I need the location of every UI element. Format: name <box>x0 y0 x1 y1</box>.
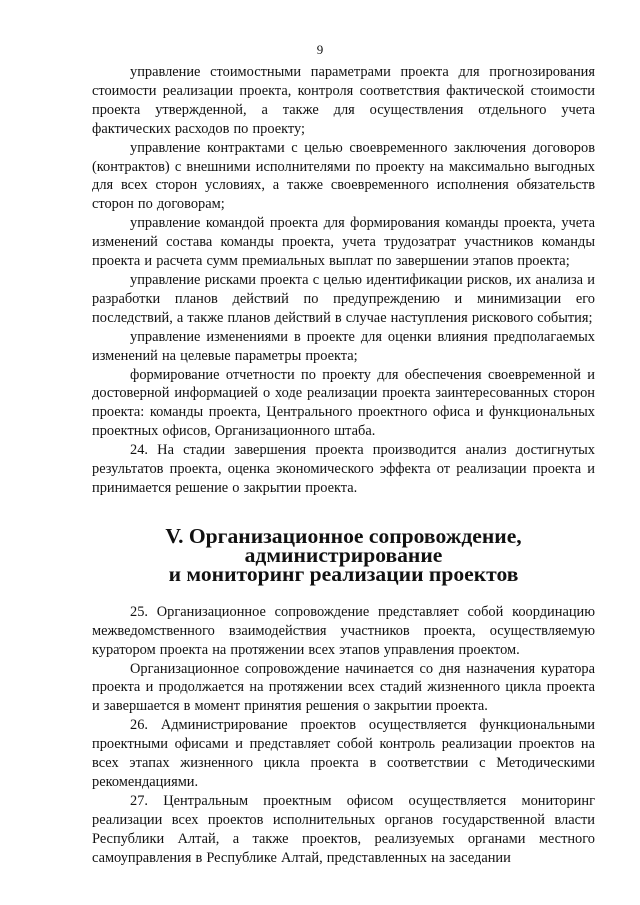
paragraph-27: 27. Центральным проектным офисом осуществляется мониторинг реализации всех проектов исполнительных органов государственной власти Республики Алтай, а также проектов, реализуемых органами местного самоуправления в Республике Алтай, представленных на заседании <box>92 792 595 866</box>
paragraph-risk-management: управление рисками проекта с целью идентификации рисков, их анализа и разработки планов действий по предупреждению и минимизации его последствий, а также планов действий в случае наступления рискового события; <box>92 271 595 326</box>
page-content <box>92 63 595 868</box>
paragraph-25: 25. Организационное сопровождение представляет собой координацию межведомственного взаимодействия участников проекта, осуществляемую куратором проекта на протяжении всех этапов управления проектом. <box>92 603 595 658</box>
paragraph-change-management: управление изменениями в проекте для оценки влияния предполагаемых изменений на целевые параметры проекта; <box>92 328 595 364</box>
paragraph-contract-management: управление контрактами с целью своевременного заключения договоров (контрактов) с внешними исполнителями по проекту на максимально выгодных для всех сторон условиях, а также своевременного исполнения обязательств сторон по договорам; <box>92 139 595 213</box>
section-heading-line-1: V. Организационное сопровождение, администрирование <box>165 523 522 567</box>
paragraph-24: 24. На стадии завершения проекта производится анализ достигнутых результатов проекта, оценка экономического эффекта от реализации проекта и принимается решение о закрытии проекта. <box>92 442 595 496</box>
paragraph-26: 26. Администрирование проектов осуществляется функциональными проектными офисами и представляет собой контроль реализации проектов на всех этапах жизненного цикла проекта в соответствии с Методическими рекомендациями. <box>92 717 595 790</box>
paragraph-cost-management: управление стоимостными параметрами проекта для прогнозирования стоимости реализации проекта, контроля соответствия фактической стоимости проекта утвержденной, а также для осуществления отдельного учета фактических расходов по проекту; <box>92 64 595 137</box>
paragraph-reporting: формирование отчетности по проекту для обеспечения своевременной и достоверной информацией о ходе реализации проекта заинтересованных сторон проекта: команды проекта, Центрального проектного офиса и функциональных проектных офисов, Организационного штаба. <box>92 366 595 440</box>
section-heading <box>92 523 595 586</box>
paragraph-team-management: управление командой проекта для формирования команды проекта, учета изменений состава команды проекта, учета трудозатрат участников команды проекта и расчета сумм премиальных выплат по завершении этапов проекта; <box>92 215 595 270</box>
page-number: 9 <box>316 42 324 57</box>
paragraph-org-support: Организационное сопровождение начинается со дня назначения куратора проекта и продолжается на протяжении всех стадий жизненного цикла проекта и завершается в момент принятия решения о закрытии проекта. <box>92 660 595 715</box>
section-heading-line-2: и мониторинг реализации проектов <box>168 561 519 586</box>
